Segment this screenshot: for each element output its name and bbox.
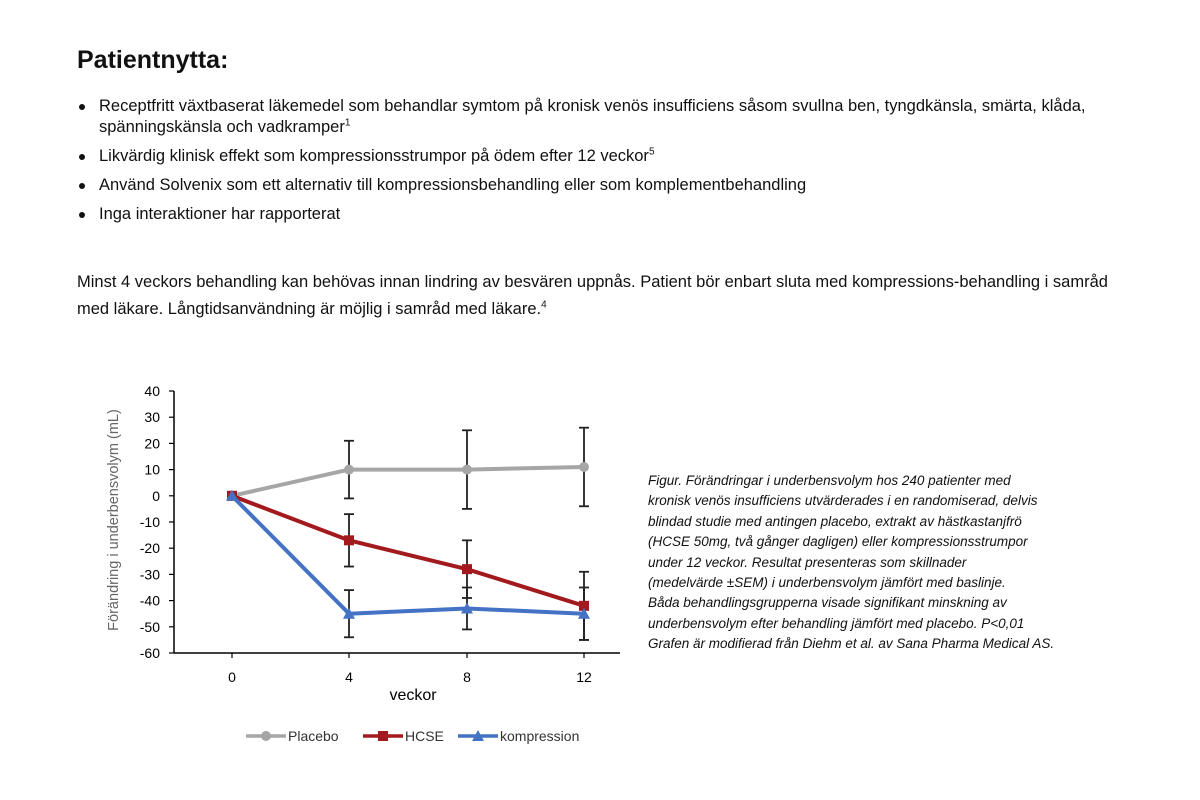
legend-label-placebo: Placebo: [288, 728, 339, 744]
y-tick-label: -60: [139, 645, 160, 661]
x-tick-label: 0: [228, 669, 236, 685]
series-line-placebo: [232, 467, 584, 496]
y-tick-label: -50: [139, 618, 160, 635]
y-tick-label: 40: [144, 383, 160, 399]
caption-line: Grafen är modifierad från Diehm et al. av Sana Pharma Medical AS.: [648, 636, 1055, 652]
benefit-text: Likvärdig klinisk effekt som kompressionsstrumpor på ödem efter 12 veckor: [99, 147, 649, 165]
y-tick-label: -10: [139, 514, 160, 530]
caption-line: Figur. Förändringar i underbensvolym hos 240 patienter med: [648, 473, 1011, 488]
y-tick-label: 30: [144, 409, 160, 426]
reference-mark: 4: [541, 299, 547, 311]
paragraph-text: Minst 4 veckors behandling kan behövas innan lindring av besvären uppnås. Patient bör enbart sluta med kompressions-behandling i samråd med läkare. Långtidsanvändning är möjlig i samråd med läkare.: [77, 273, 1108, 318]
data-point-hcse: [462, 564, 472, 574]
data-point-placebo: [579, 462, 589, 472]
benefit-text: Använd Solvenix som ett alternativ till kompressionsbehandling eller som komplementbehandling: [99, 176, 807, 194]
reference-mark: 1: [344, 117, 351, 129]
x-tick-label: 8: [463, 669, 471, 685]
y-tick-label: -20: [139, 540, 160, 557]
benefit-text: Inga interaktioner har rapporterat: [99, 205, 341, 223]
data-point-hcse: [344, 535, 354, 545]
benefit-text: Receptfritt växtbaserat läkemedel som behandlar symtom på kronisk venös insufficiens såsom svullna ben, tyngdkänsla, smärta, klåda, spänningskänsla och vadkramper: [99, 97, 1086, 136]
legend-label-kompression: kompression: [500, 728, 580, 744]
data-point-placebo: [344, 465, 354, 475]
legend-marker-placebo: [261, 731, 271, 741]
y-tick-label: -30: [139, 566, 160, 583]
x-tick-label: 12: [576, 669, 592, 685]
legend-label-hcse: HCSE: [405, 728, 444, 744]
data-point-placebo: [462, 465, 472, 475]
caption-line: underbensvolym efter behandling jämfört med placebo. P<0,01: [648, 615, 1025, 631]
legend-marker-hcse: [378, 731, 388, 741]
caption-line: (HCSE 50mg, två gånger dagligen) eller kompressionsstrumpor: [648, 534, 1028, 550]
x-axis-title: veckor: [389, 687, 437, 704]
caption-line: blindad studie med antingen placebo, extrakt av hästkastanjfrö: [648, 513, 1022, 529]
y-tick-label: 10: [144, 461, 160, 478]
y-axis-title: Förändring i underbensvolym (mL): [106, 409, 122, 631]
reference-mark: 5: [648, 146, 655, 158]
y-tick-label: -40: [139, 592, 160, 609]
caption-line: Båda behandlingsgrupperna visade signifikant minskning av: [648, 595, 1007, 611]
caption-line: (medelvärde ±SEM) i underbensvolym jämfört med baslinje.: [648, 575, 1006, 591]
caption-line: kronisk venös insufficiens utvärderades i en randomiserad, delvis: [648, 493, 1038, 509]
x-tick-label: 4: [345, 669, 353, 685]
page-heading: Patientnytta:: [77, 46, 229, 74]
caption-line: under 12 veckor. Resultat presenteras som skillnader: [648, 554, 967, 570]
figure-caption: [648, 471, 1118, 655]
y-tick-label: 0: [152, 487, 160, 504]
y-tick-label: 20: [144, 435, 160, 452]
